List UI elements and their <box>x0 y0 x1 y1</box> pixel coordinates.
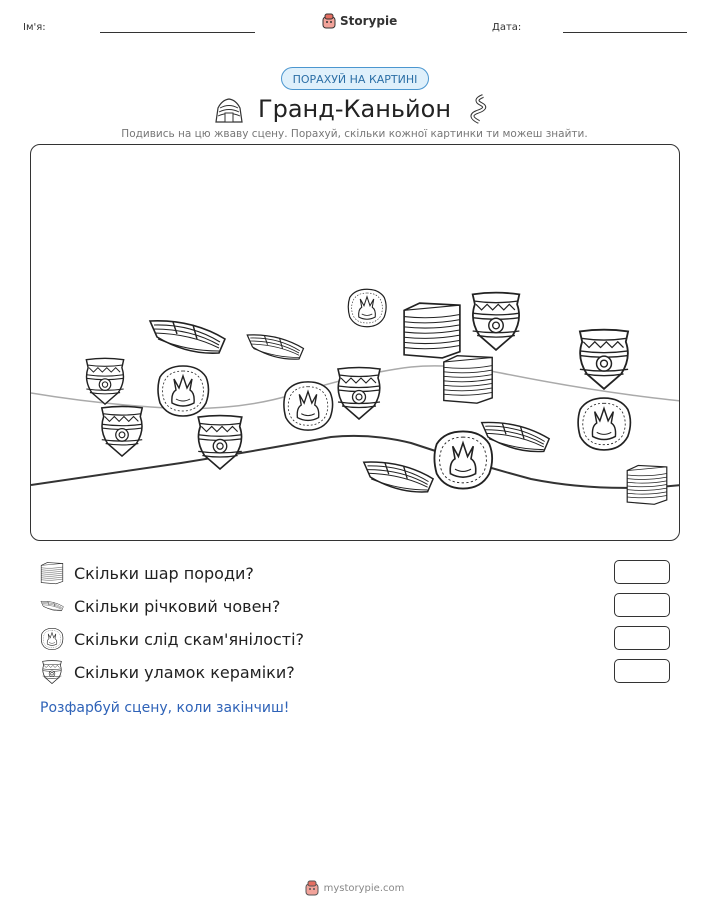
winding-river-icon <box>465 94 495 124</box>
question-row-fossil-track <box>40 626 670 652</box>
fossil-track <box>158 366 209 416</box>
counting-scene <box>30 144 680 541</box>
question-row-pottery-shard <box>40 659 670 685</box>
fossil-track-icon <box>40 627 64 651</box>
river-boat <box>482 422 550 451</box>
date-label: Дата: <box>492 22 522 33</box>
question-row-rock-layer <box>40 560 670 586</box>
question-text: Скільки шар породи? <box>74 563 254 583</box>
river-boat <box>364 462 433 492</box>
fossil-track <box>348 289 386 327</box>
answer-box-fossil-track[interactable] <box>614 626 670 650</box>
answer-box-pottery-shard[interactable] <box>614 659 670 683</box>
storypie-logo <box>322 13 397 29</box>
canyon-cliff-icon <box>214 94 244 124</box>
page-title: Гранд-Каньйон <box>257 95 452 123</box>
fossil-track <box>434 431 492 488</box>
question-text: Скільки слід скам'янілості? <box>74 629 305 649</box>
pottery-shard <box>473 293 520 350</box>
rock-layer <box>627 465 667 504</box>
footer-mascot-icon <box>305 880 319 896</box>
activity-badge: ПОРАХУЙ НА КАРТИНІ <box>281 67 429 90</box>
pottery-shard-icon <box>40 660 64 684</box>
name-line[interactable] <box>100 32 255 33</box>
name-label: Ім'я: <box>23 22 46 33</box>
footer <box>0 880 709 896</box>
pottery-shard <box>102 406 142 456</box>
scene-drawing <box>31 145 680 541</box>
pottery-shard <box>580 330 628 389</box>
river-boat <box>150 321 225 353</box>
river-boat <box>247 335 303 359</box>
pottery-shard <box>86 358 123 404</box>
date-line[interactable] <box>563 32 687 33</box>
footer-url[interactable]: mystorypie.com <box>323 882 405 894</box>
answer-box-river-boat[interactable] <box>614 593 670 617</box>
fossil-track <box>284 382 333 430</box>
storypie-mascot-icon <box>322 13 336 29</box>
coloring-note: Розфарбуй сцену, коли закінчиш! <box>40 700 290 716</box>
pottery-shard <box>198 416 242 469</box>
river-boat-icon <box>40 594 64 618</box>
question-row-river-boat <box>40 593 670 619</box>
answer-box-rock-layer[interactable] <box>614 560 670 584</box>
fossil-track <box>578 398 630 450</box>
title-row <box>0 92 709 126</box>
logo-text: Storypie <box>340 14 398 28</box>
rock-layer <box>444 356 492 404</box>
question-text: Скільки річковий човен? <box>74 596 281 616</box>
pottery-shard <box>338 368 380 420</box>
rock-layer <box>404 303 460 358</box>
rock-layer-icon <box>40 561 64 585</box>
instructions-text: Подивись на цю жваву сцену. Порахуй, скільки кожної картинки ти можеш знайти. <box>121 128 588 140</box>
question-text: Скільки уламок кераміки? <box>74 662 295 682</box>
